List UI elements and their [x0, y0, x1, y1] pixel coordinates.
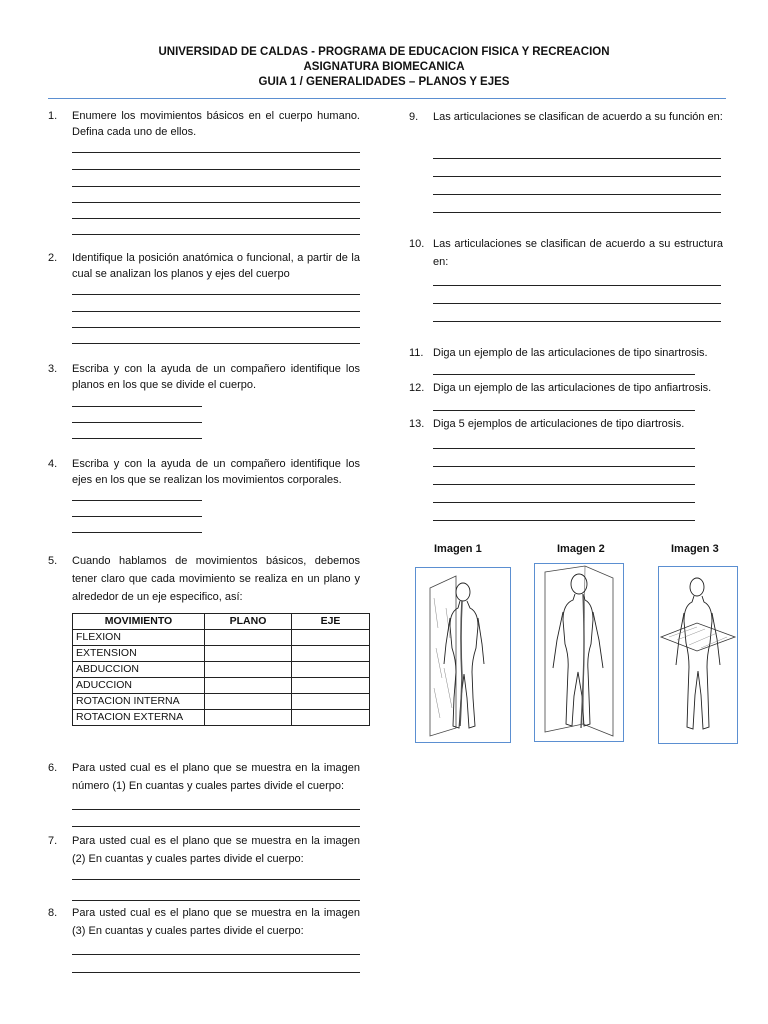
answer-line[interactable]	[433, 285, 721, 286]
answer-line[interactable]	[72, 152, 360, 153]
table-cell-eje[interactable]	[292, 678, 370, 694]
movement-table	[72, 613, 370, 726]
answer-line[interactable]	[72, 327, 360, 328]
image-1-sagittal-figure	[415, 567, 511, 743]
header-subject: ASIGNATURA BIOMECANICA	[303, 61, 465, 73]
answer-line[interactable]	[433, 484, 695, 485]
answer-line[interactable]	[72, 422, 202, 423]
answer-line[interactable]	[433, 158, 721, 159]
question-number: 4.	[48, 458, 58, 470]
table-row	[73, 662, 370, 678]
answer-line[interactable]	[433, 194, 721, 195]
question-number: 2.	[48, 252, 58, 264]
question-number: 1.	[48, 110, 58, 122]
question-text: Diga 5 ejemplos de articulaciones de tipo diartrosis.	[433, 418, 685, 430]
question-number: 13.	[409, 418, 425, 430]
header-university: UNIVERSIDAD DE CALDAS - PROGRAMA DE EDUCACION FISICA Y RECREACION	[158, 46, 610, 58]
answer-line[interactable]	[72, 972, 360, 973]
question-number: 11.	[409, 347, 424, 359]
table-row	[73, 694, 370, 710]
answer-line[interactable]	[72, 234, 360, 235]
table-cell-eje[interactable]	[292, 662, 370, 678]
question-text: Diga un ejemplo de las articulaciones de tipo sinartrosis.	[433, 347, 708, 359]
answer-line[interactable]	[433, 448, 695, 449]
table-cell-movement: FLEXION	[73, 630, 205, 646]
question-text: Escriba y con la ayuda de un compañero identifique los planos en los que se divide el cuerpo.	[72, 363, 360, 391]
table-row	[73, 678, 370, 694]
answer-line[interactable]	[72, 516, 202, 517]
answer-line[interactable]	[72, 809, 360, 810]
answer-line[interactable]	[72, 186, 360, 187]
answer-line[interactable]	[72, 294, 360, 295]
answer-line[interactable]	[72, 438, 202, 439]
body-figure-front-icon	[535, 564, 623, 741]
answer-line[interactable]	[72, 954, 360, 955]
table-cell-eje[interactable]	[292, 630, 370, 646]
left-column	[48, 108, 363, 988]
image-3-transverse-figure	[658, 566, 738, 744]
image-1-label: Imagen 1	[434, 543, 482, 555]
question-text: Para usted cual es el plano que se muestra en la imagen (3) En cuantas y cuales partes divide el cuerpo:	[72, 907, 360, 937]
table-cell-plano[interactable]	[205, 630, 292, 646]
answer-line[interactable]	[72, 311, 360, 312]
table-header-plano: PLANO	[205, 614, 292, 630]
answer-line[interactable]	[72, 532, 202, 533]
table-cell-movement: ROTACION EXTERNA	[73, 710, 205, 726]
answer-line-11[interactable]	[433, 374, 695, 375]
question-text: Para usted cual es el plano que se muestra en la imagen número (1) En cuantas y cuales partes divide el cuerpo:	[72, 762, 360, 792]
table-cell-plano[interactable]	[205, 662, 292, 678]
answer-line-12[interactable]	[433, 410, 695, 411]
question-number: 10.	[409, 238, 425, 250]
answer-line[interactable]	[433, 212, 721, 213]
answer-line[interactable]	[433, 303, 721, 304]
table-row	[73, 710, 370, 726]
image-2-frontal-figure	[534, 563, 624, 742]
question-text: Diga un ejemplo de las articulaciones de tipo anfiartrosis.	[433, 382, 712, 394]
question-number: 7.	[48, 835, 58, 847]
answer-line[interactable]	[433, 321, 721, 322]
table-cell-movement: ROTACION INTERNA	[73, 694, 205, 710]
table-row	[73, 646, 370, 662]
table-cell-eje[interactable]	[292, 710, 370, 726]
body-figure-transverse-icon	[659, 567, 737, 743]
answer-line[interactable]	[72, 218, 360, 219]
question-text: Para usted cual es el plano que se muestra en la imagen (2) En cuantas y cuales partes divide el cuerpo:	[72, 835, 360, 865]
table-cell-plano[interactable]	[205, 694, 292, 710]
table-header-movimiento: MOVIMIENTO	[73, 614, 205, 630]
table-cell-eje[interactable]	[292, 646, 370, 662]
image-3-label: Imagen 3	[671, 543, 719, 555]
table-header-eje: EJE	[292, 614, 370, 630]
table-cell-movement: ABDUCCION	[73, 662, 205, 678]
question-text: Escriba y con la ayuda de un compañero identifique los ejes en los que se realizan los movimientos corporales.	[72, 458, 360, 486]
body-figure-side-icon	[416, 568, 510, 742]
question-text: Identifique la posición anatómica o funcional, a partir de la cual se analizan los planos y ejes del cuerpo	[72, 252, 360, 280]
question-number: 5.	[48, 555, 58, 567]
table-cell-plano[interactable]	[205, 646, 292, 662]
answer-line[interactable]	[433, 176, 721, 177]
answer-line[interactable]	[72, 879, 360, 880]
question-number: 8.	[48, 907, 58, 919]
answer-line[interactable]	[433, 520, 695, 521]
right-column	[409, 108, 729, 548]
table-row	[73, 630, 370, 646]
question-number: 3.	[48, 363, 58, 375]
table-cell-plano[interactable]	[205, 678, 292, 694]
question-text: Las articulaciones se clasifican de acuerdo a su función en:	[433, 111, 723, 123]
table-cell-movement: EXTENSION	[73, 646, 205, 662]
answer-line[interactable]	[72, 500, 202, 501]
table-header-row	[73, 614, 370, 630]
image-2-label: Imagen 2	[557, 543, 605, 555]
document-header	[0, 45, 768, 90]
answer-line[interactable]	[72, 343, 360, 344]
answer-line[interactable]	[72, 202, 360, 203]
answer-line[interactable]	[433, 466, 695, 467]
question-number: 12.	[409, 382, 425, 394]
answer-line[interactable]	[72, 900, 360, 901]
answer-line[interactable]	[72, 406, 202, 407]
header-guide: GUIA 1 / GENERALIDADES – PLANOS Y EJES	[258, 76, 510, 88]
answer-line[interactable]	[72, 826, 360, 827]
header-divider	[48, 98, 726, 99]
table-cell-eje[interactable]	[292, 694, 370, 710]
answer-line[interactable]	[72, 169, 360, 170]
question-number: 6.	[48, 762, 58, 774]
question-number: 9.	[409, 111, 419, 123]
table-cell-plano[interactable]	[205, 710, 292, 726]
question-text: Las articulaciones se clasifican de acuerdo a su estructura en:	[433, 238, 723, 268]
question-text: Cuando hablamos de movimientos básicos, debemos tener claro que cada movimiento se realiza en un plano y alrededor de un eje especifico, así:	[72, 555, 360, 603]
answer-line[interactable]	[433, 502, 695, 503]
question-text: Enumere los movimientos básicos en el cuerpo humano. Defina cada uno de ellos.	[72, 110, 360, 138]
table-cell-movement: ADUCCION	[73, 678, 205, 694]
